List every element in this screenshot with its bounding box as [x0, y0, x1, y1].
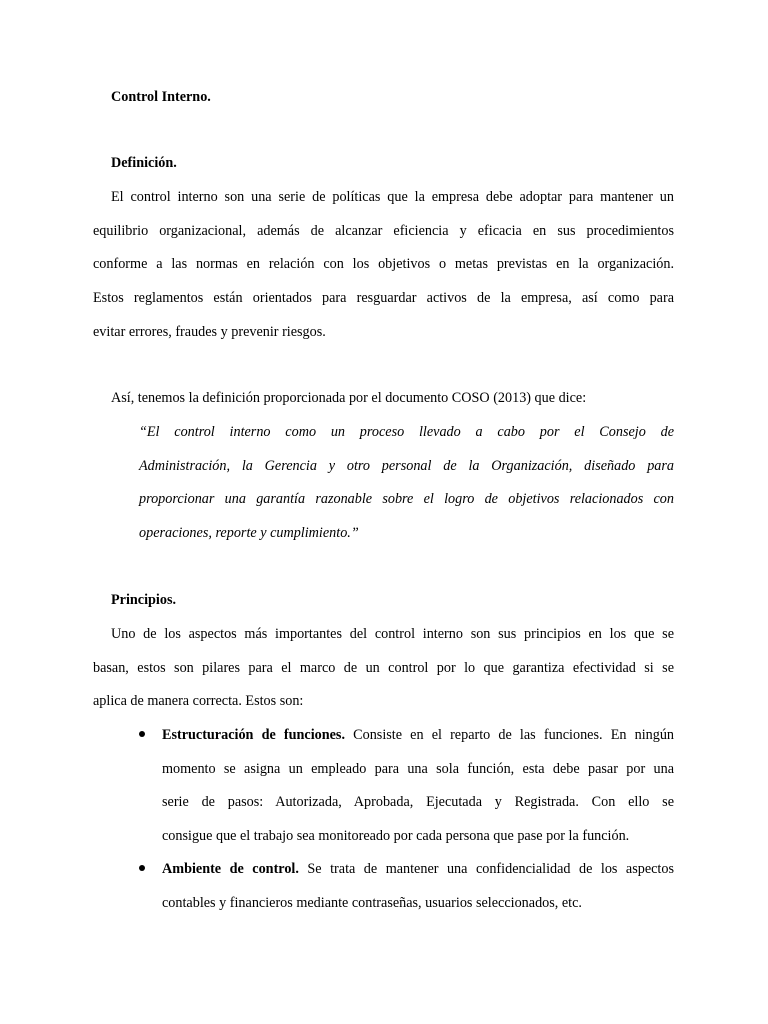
paragraph-line: basan, estos son pilares para el marco de un control por lo que garantiza efectividad si se	[93, 660, 674, 676]
list-item-text: Se trata de mantener una confidencialidad de los aspectos	[298, 861, 674, 877]
list-item-line: consigue que el trabajo sea monitoreado por cada persona que pase por la función.	[162, 828, 630, 844]
list-item-line: momento se asigna un empleado para una sola función, esta debe pasar por una	[162, 761, 674, 777]
paragraph-line: conforme a las normas en relación con los objetivos o metas previstas en la organización.	[93, 256, 674, 272]
quote-line: Administración, la Gerencia y otro personal de la Organización, diseñado para	[139, 458, 674, 474]
quote-line: “El control interno como un proceso llevado a cabo por el Consejo de	[139, 424, 674, 440]
list-item-first-line	[162, 726, 674, 744]
list-item-text: Consiste en el reparto de las funciones. En ningún	[345, 727, 675, 743]
paragraph-line: aplica de manera correcta. Estos son:	[93, 693, 304, 709]
list-item-line: contables y financieros mediante contraseñas, usuarios seleccionados, etc.	[162, 895, 582, 911]
bullet-icon	[139, 865, 145, 871]
quote-intro: Así, tenemos la definición proporcionada por el documento COSO (2013) que dice:	[111, 390, 587, 406]
section-heading-definicion: Definición.	[111, 155, 177, 171]
quote-line: operaciones, reporte y cumplimiento.”	[139, 525, 359, 541]
quote-line: proporcionar una garantía razonable sobre el logro de objetivos relacionados con	[139, 491, 674, 507]
list-item-first-line	[162, 860, 674, 878]
paragraph-line: El control interno son una serie de políticas que la empresa debe adoptar para mantener un	[111, 189, 674, 205]
paragraph-line: Estos reglamentos están orientados para resguardar activos de la empresa, así como para	[93, 290, 674, 306]
paragraph-line: Uno de los aspectos más importantes del control interno son sus principios en los que se	[111, 626, 674, 642]
list-item-title: Estructuración de funciones.	[162, 727, 345, 743]
paragraph-line: equilibrio organizacional, además de alcanzar eficiencia y eficacia en sus procedimientos	[93, 223, 674, 239]
paragraph-line: evitar errores, fraudes y prevenir riesgos.	[93, 324, 326, 340]
list-item-line: serie de pasos: Autorizada, Aprobada, Ejecutada y Registrada. Con ello se	[162, 794, 674, 810]
list-item-title: Ambiente de control.	[162, 861, 299, 877]
bullet-icon	[139, 731, 145, 737]
section-heading-principios: Principios.	[111, 592, 177, 608]
document-title: Control Interno.	[111, 89, 211, 105]
